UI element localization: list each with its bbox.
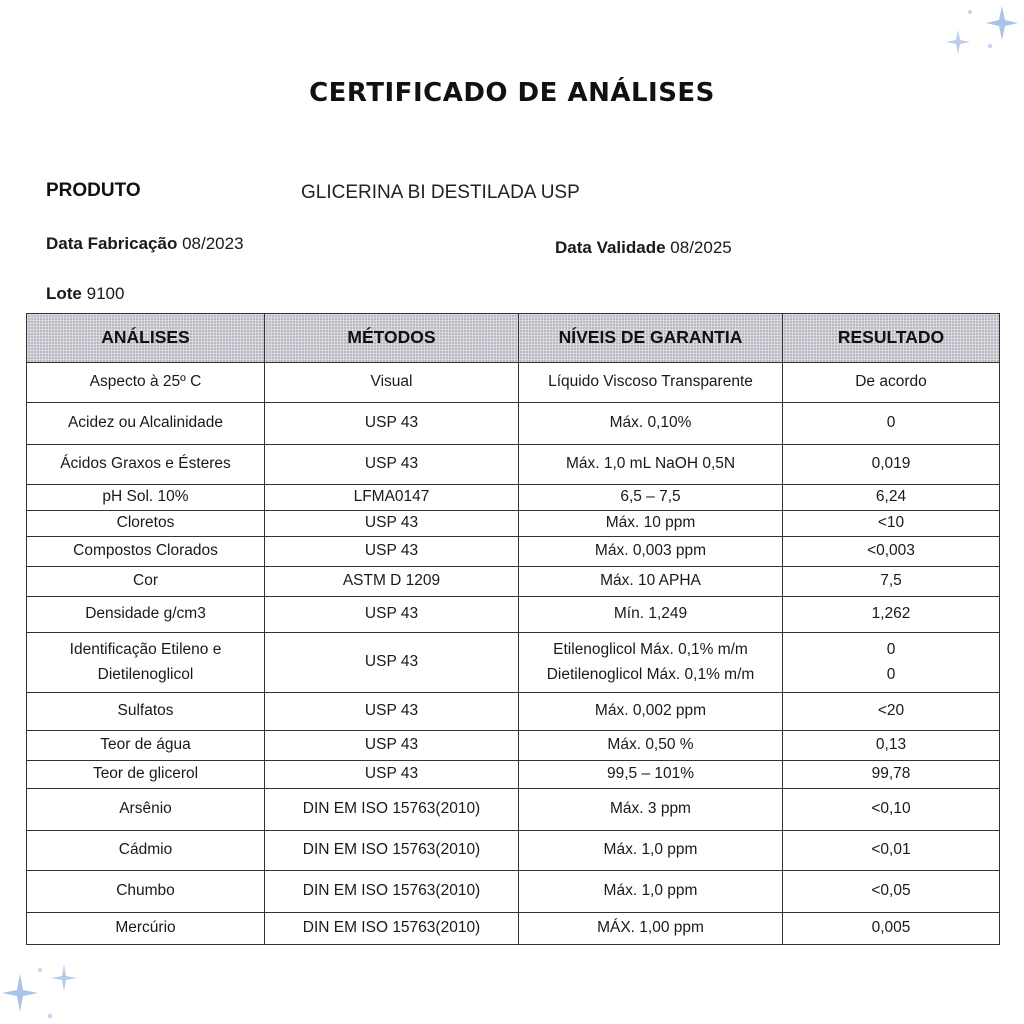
header-analises: ANÁLISES bbox=[27, 314, 265, 363]
cell-garantia: Máx. 0,50 % bbox=[519, 731, 783, 761]
cell-resultado: 6,24 bbox=[783, 485, 1000, 511]
table-row bbox=[27, 789, 1000, 831]
cell-garantia-line: Etilenoglicol Máx. 0,1% m/m bbox=[553, 641, 748, 659]
cell-analise: Teor de água bbox=[27, 731, 265, 761]
cell-garantia: MÁX. 1,00 ppm bbox=[519, 913, 783, 945]
cell-analise: Ácidos Graxos e Ésteres bbox=[27, 445, 265, 485]
cell-garantia: Máx. 1,0 ppm bbox=[519, 831, 783, 871]
cell-garantia: Máx. 1,0 ppm bbox=[519, 871, 783, 913]
lote-label: Lote bbox=[46, 284, 82, 303]
cell-analise-line: Identificação Etileno e bbox=[69, 641, 222, 659]
cell-garantia: Máx. 10 APHA bbox=[519, 567, 783, 597]
table-row bbox=[27, 731, 1000, 761]
cell-resultado: <10 bbox=[783, 511, 1000, 537]
cell-resultado: <0,10 bbox=[783, 789, 1000, 831]
cell-garantia: Máx. 3 ppm bbox=[519, 789, 783, 831]
analysis-table bbox=[26, 313, 1000, 945]
cell-metodo: DIN EM ISO 15763(2010) bbox=[265, 789, 519, 831]
cell-garantia: 99,5 – 101% bbox=[519, 761, 783, 789]
cell-resultado: 0,019 bbox=[783, 445, 1000, 485]
table-body bbox=[27, 363, 1000, 945]
cell-analise: Teor de glicerol bbox=[27, 761, 265, 789]
cell-analise: Compostos Clorados bbox=[27, 537, 265, 567]
header-niveis-de-garantia: NÍVEIS DE GARANTIA bbox=[519, 314, 783, 363]
cell-analise-line: Dietilenoglicol bbox=[97, 665, 194, 683]
header-metodos: MÉTODOS bbox=[265, 314, 519, 363]
cell-resultado: 7,5 bbox=[783, 567, 1000, 597]
table-row bbox=[27, 445, 1000, 485]
cell-garantia: Máx. 1,0 mL NaOH 0,5N bbox=[519, 445, 783, 485]
cell-analise: Densidade g/cm3 bbox=[27, 597, 265, 633]
cell-resultado-line: 0 bbox=[886, 641, 896, 659]
data-validade-label: Data Validade bbox=[555, 238, 666, 257]
cell-metodo: DIN EM ISO 15763(2010) bbox=[265, 871, 519, 913]
table-row bbox=[27, 633, 1000, 693]
data-fabricacao-label: Data Fabricação bbox=[46, 234, 178, 253]
table-row bbox=[27, 537, 1000, 567]
cell-garantia: Máx. 0,003 ppm bbox=[519, 537, 783, 567]
table-row bbox=[27, 831, 1000, 871]
cell-garantia: 6,5 – 7,5 bbox=[519, 485, 783, 511]
cell-resultado: <0,003 bbox=[783, 537, 1000, 567]
cell-analise: Cloretos bbox=[27, 511, 265, 537]
cell-metodo: USP 43 bbox=[265, 761, 519, 789]
cell-resultado: 0,005 bbox=[783, 913, 1000, 945]
table-row bbox=[27, 403, 1000, 445]
cell-analise: Acidez ou Alcalinidade bbox=[27, 403, 265, 445]
cell-metodo: USP 43 bbox=[265, 731, 519, 761]
cell-analise: Aspecto à 25º C bbox=[27, 363, 265, 403]
table-row bbox=[27, 485, 1000, 511]
cell-metodo: LFMA0147 bbox=[265, 485, 519, 511]
cell-metodo: USP 43 bbox=[265, 597, 519, 633]
cell-analise: pH Sol. 10% bbox=[27, 485, 265, 511]
cell-garantia: Máx. 0,002 ppm bbox=[519, 693, 783, 731]
cell-resultado: 0 bbox=[783, 403, 1000, 445]
table-row bbox=[27, 597, 1000, 633]
table-row bbox=[27, 871, 1000, 913]
cell-resultado: <0,01 bbox=[783, 831, 1000, 871]
cell-metodo: USP 43 bbox=[265, 633, 519, 693]
cell-metodo: USP 43 bbox=[265, 403, 519, 445]
cell-resultado-line: 0 bbox=[886, 665, 896, 683]
cell-metodo: USP 43 bbox=[265, 511, 519, 537]
cell-resultado bbox=[783, 633, 1000, 693]
document-title: CERTIFICADO DE ANÁLISES bbox=[309, 78, 715, 108]
cell-resultado: <20 bbox=[783, 693, 1000, 731]
cell-garantia: Máx. 0,10% bbox=[519, 403, 783, 445]
cell-metodo: DIN EM ISO 15763(2010) bbox=[265, 913, 519, 945]
lote bbox=[46, 284, 124, 304]
sparkle-icon bbox=[0, 960, 90, 1024]
cell-garantia: Líquido Viscoso Transparente bbox=[519, 363, 783, 403]
produto-label: PRODUTO bbox=[46, 180, 141, 201]
table-row bbox=[27, 511, 1000, 537]
table-row bbox=[27, 363, 1000, 403]
table-row bbox=[27, 761, 1000, 789]
header-resultado: RESULTADO bbox=[783, 314, 1000, 363]
data-fabricacao-value: 08/2023 bbox=[182, 234, 244, 253]
data-validade bbox=[555, 238, 732, 258]
cell-resultado: 99,78 bbox=[783, 761, 1000, 789]
cell-metodo: DIN EM ISO 15763(2010) bbox=[265, 831, 519, 871]
cell-metodo: USP 43 bbox=[265, 445, 519, 485]
data-fabricacao bbox=[46, 234, 244, 254]
lote-value: 9100 bbox=[86, 284, 125, 303]
cell-analise: Chumbo bbox=[27, 871, 265, 913]
cell-analise: Mercúrio bbox=[27, 913, 265, 945]
cell-analise bbox=[27, 633, 265, 693]
produto-value: GLICERINA BI DESTILADA USP bbox=[301, 182, 580, 203]
cell-garantia-line: Dietilenoglicol Máx. 0,1% m/m bbox=[546, 665, 755, 683]
cell-metodo: Visual bbox=[265, 363, 519, 403]
data-validade-value: 08/2025 bbox=[670, 238, 732, 257]
cell-resultado: 1,262 bbox=[783, 597, 1000, 633]
cell-resultado: <0,05 bbox=[783, 871, 1000, 913]
cell-analise: Sulfatos bbox=[27, 693, 265, 731]
sparkle-icon bbox=[940, 0, 1024, 70]
table-row bbox=[27, 913, 1000, 945]
cell-resultado: 0,13 bbox=[783, 731, 1000, 761]
cell-analise: Cor bbox=[27, 567, 265, 597]
cell-garantia bbox=[519, 633, 783, 693]
cell-metodo: ASTM D 1209 bbox=[265, 567, 519, 597]
cell-metodo: USP 43 bbox=[265, 537, 519, 567]
cell-analise: Arsênio bbox=[27, 789, 265, 831]
table-row bbox=[27, 567, 1000, 597]
cell-resultado: De acordo bbox=[783, 363, 1000, 403]
table-row bbox=[27, 693, 1000, 731]
table-header-row bbox=[27, 314, 1000, 363]
cell-analise: Cádmio bbox=[27, 831, 265, 871]
cell-metodo: USP 43 bbox=[265, 693, 519, 731]
cell-garantia: Máx. 10 ppm bbox=[519, 511, 783, 537]
cell-garantia: Mín. 1,249 bbox=[519, 597, 783, 633]
